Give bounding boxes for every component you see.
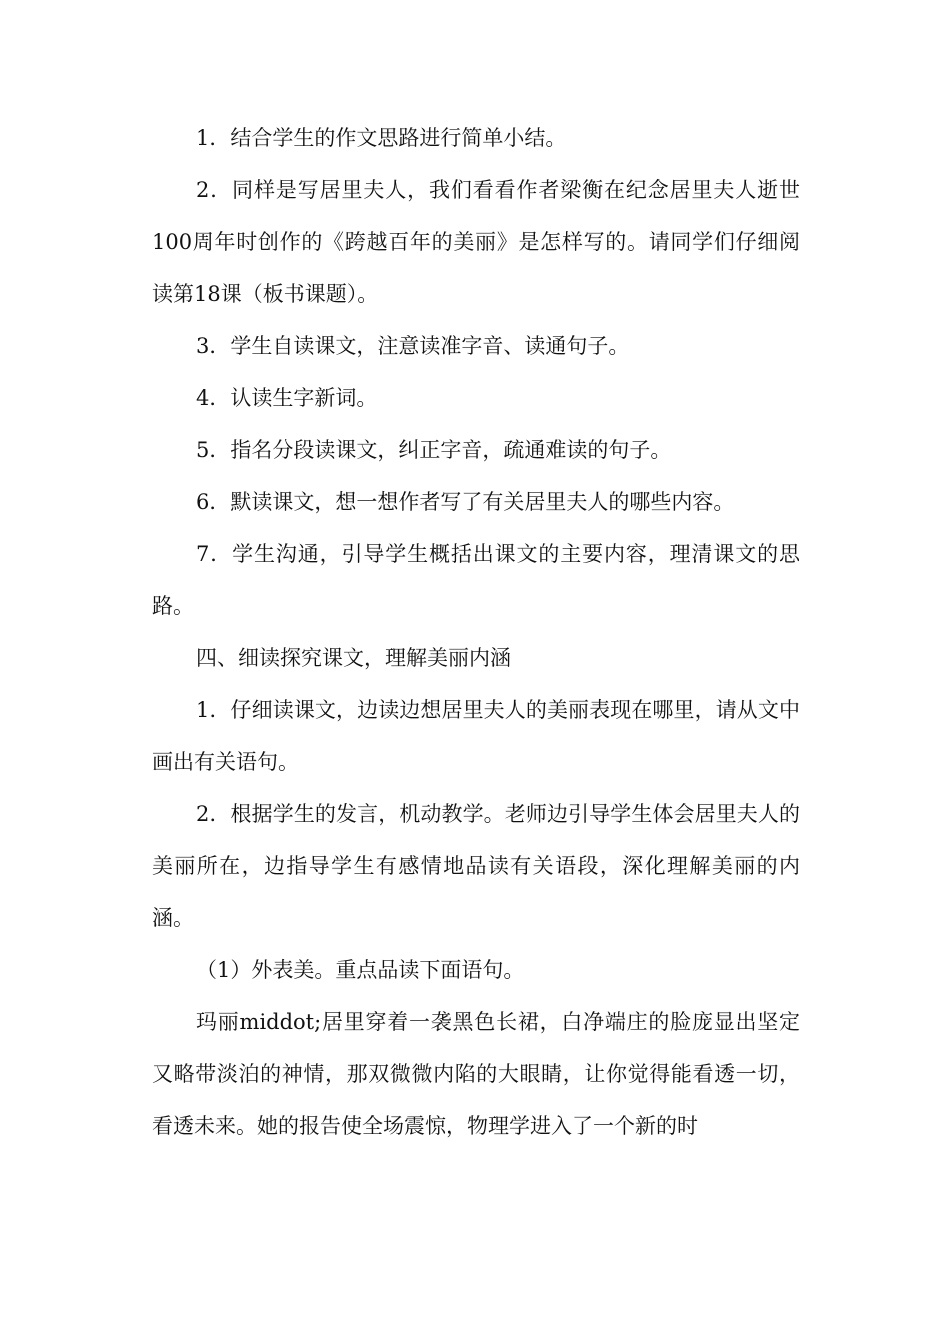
- paragraph-quoted-passage: 玛丽middot;居里穿着一袭黑色长裙，白净端庄的脸庞显出坚定又略带淡泊的神情，那双微微内陷的大眼睛，让你觉得能看透一切，看透未来。她的报告使全场震惊，物理学进入了一个新的时: [152, 1010, 800, 1138]
- paragraph-careful-reading: 1．仔细读课文，边读边想居里夫人的美丽表现在哪里，请从文中画出有关语句。: [152, 698, 800, 774]
- paragraph-summary: 1．结合学生的作文思路进行简单小结。: [196, 126, 567, 150]
- paragraph-silent-reading: 6．默读课文，想一想作者写了有关居里夫人的哪些内容。: [196, 490, 735, 514]
- document-body: [152, 112, 800, 1152]
- section-heading: 四、细读探究课文，理解美丽内涵: [196, 646, 511, 670]
- paragraph-outer-beauty: （1）外表美。重点品读下面语句。: [196, 958, 525, 982]
- paragraph-introduce-lesson: 2．同样是写居里夫人，我们看看作者梁衡在纪念居里夫人逝世100周年时创作的《跨越百年的美丽》是怎样写的。请同学们仔细阅读第18课（板书课题）。: [152, 178, 800, 306]
- paragraph-section-reading: 5．指名分段读课文，纠正字音，疏通难读的句子。: [196, 438, 672, 462]
- paragraph-self-reading: 3．学生自读课文，注意读准字音、读通句子。: [196, 334, 630, 358]
- paragraph-student-discussion: 7．学生沟通，引导学生概括出课文的主要内容，理清课文的思路。: [152, 542, 800, 618]
- paragraph-guided-teaching: 2．根据学生的发言，机动教学。老师边引导学生体会居里夫人的美丽所在，边指导学生有感情地品读有关语段，深化理解美丽的内涵。: [152, 802, 800, 930]
- paragraph-new-words: 4．认读生字新词。: [196, 386, 378, 410]
